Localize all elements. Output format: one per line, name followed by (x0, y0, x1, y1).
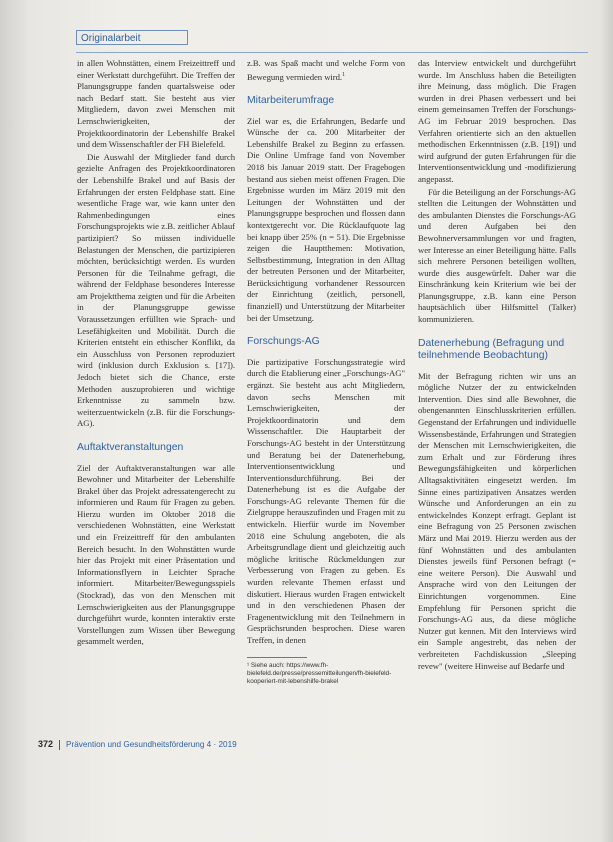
paragraph: Die partizipative Forschungsstrategie wird durch die Etablierung einer „Forschungs-AG" ergänzt. Sie besteht aus acht Mitgliedern, davon sechs Menschen mit Lernschwierigkeiten, der Projektkoordinatorin und dem Wissenschaftler. Die Hauptarbeit der Forschungs-AG besteht in der Unterstützung und Beratung bei der Datenerhebung, Interventionsentwicklung und Interventionsdurchführung. Bei der Datenerhebung ist es die Aufgabe der Forschungs-AG relevante Themen für die Zielgruppe herauszufinden und Fragen mit zu entwickeln. Hierfür wurde im November 2018 eine Schulung angeboten, die als Arbeitsgrundlage dient und gleichzeitig auch mögliche kritische Rückmeldungen zur Verbesserung von Fragen zu geben. Es wurden relevante Themen erfasst und diskutiert. Hieraus wurden Fragen entwickelt und in den verschiedenen Phasen der Fragenentwicklung mit den Teilnehmern in Gesprächsrunden besprochen. Diese waren Treffen, in denen (247, 356, 405, 646)
paragraph-continued (247, 58, 405, 83)
column-right (418, 58, 576, 673)
footer-divider (59, 740, 60, 750)
paragraph-text: z.B. was Spaß macht und welche Form von Bewegung vermieden wird. (247, 58, 405, 82)
paragraph: in allen Wohnstätten, einem Freizeittreff und einer Werkstatt durchgeführt. Die Treffen der Planungsgruppe fanden quartalsweise oder nach Bedarf statt. Sie besteht aus vier Mitgliedern, davon zwei Menschen mit Lernschwierigkeiten, der Projektkoordinatorin der Lebenshilfe Brakel und dem Wissenschaftler der FH Bielefeld. (77, 58, 235, 150)
section-label: Originalarbeit (76, 30, 188, 45)
footnote-reference: 1 (342, 71, 346, 78)
footnote-divider (247, 657, 307, 658)
journal-name: Prävention und Gesundheitsförderung 4 · 2019 (66, 740, 237, 749)
section-heading-auftakt: Auftaktveranstaltungen (77, 442, 184, 453)
footnote: ¹ Siehe auch: https://www.fh-bielefeld.de/presse/pressemitteilungen/fh-bielefeld-kooperiert-mit-lebenshilfe-brakel (247, 661, 392, 686)
paragraph: Mit der Befragung richten wir uns an mögliche Nutzer der zu entwickelnden Intervention. Dies sind alle Bewohner, die obengenannten Einschlusskriterien erfüllen. Gegenstand der Erfahrungen und individuelle Wissensbestände, Erfahrungen und Strategien der Menschen mit Lernschwierigkeiten, die zum Erhalt und zur Förderung ihres Bewegungsfähigkeiten und körperlichen Alltagsaktivitäten eingesetzt werden. Im Sinne eines partizipativen Ansatzes werden Wünsche und Anforderungen an ein zu entwickelndes Konzept erfragt. Geplant ist eine Befragung von 25 Personen zwischen März und Mai 2019. Hierzu werden aus der fünf Wohnstätten und des ambulanten Dienstes jeweils fünf Personen befragt (= eine weitere Person). Die Auswahl und Ansprache wird von den Leitungen der Einrichtungen vorgenommen. Eine Empfehlung für Personen spricht die Forschungs-AG aus, da diese mögliche Nutzer gut kennen. Mit den Interviews wird ein Sample angestrebt, das neben der verbreiteten Fachdiskussion „Sleeping revew" (weitere Hinweise auf Bedarfe und (418, 370, 576, 671)
section-heading-mitarbeiterumfrage: Mitarbeiterumfrage (247, 95, 335, 107)
page-footer (38, 739, 237, 751)
paragraph: Für die Beteiligung an der Forschungs-AG stellten die Leitungen der Wohnstätten und des ambulanten Dienstes die Forschungs-AG und deren Aufgaben bei den Bewohnerversammlungen vor und fragten, wer Interesse an einer Beteiligung hätte. Falls sich mehrere Personen beteiligen wollten, wurde dies ausgewürfelt. Daher war die Einschränkung kein Kriterium wie bei der Planungsgruppe, z.B. kann eine Person hauptsächlich über Hilfsmittel (Talker) kommunizieren. (418, 186, 576, 325)
header-rule (76, 52, 588, 53)
page-number: 372 (38, 739, 54, 749)
paragraph: Die Auswahl der Mitglieder fand durch gezielte Anfragen des Projektkoordinatoren der Lebenshilfe Brakel und auf Basis der Erfahrungen der ersten Feldphase statt. Eine wesentliche Frage war, wie kann unter den Rahmenbedingungen eines Forschungsprojekts wie z.B. zeitlicher Ablauf partizipiert? So müssen individuelle Belastungen der Menschen, die partizipieren möchten, berücksichtigt werden. Es wurden Personen für die Teilnahme gefragt, die während der Feldphase besonderes Interesse am Projektthema zeigten und für die Arbeiten in der Planungsgruppe gewisse Voraussetzungen erfüllten wie Sprach- und Lesefähigkeiten und Mobilität. Durch die Kriterien entsteht ein ethischer Konflikt, da ein Ausschluss von Personen reproduziert wird (inklusion durch Exklusion s. [17]). Jedoch bietet sich die Chance, erste Methoden auszuprobieren und wichtige Erkenntnisse zu sammeln bzw. weiterzuentwickeln (z.B. für die Forschungs-AG). (77, 151, 235, 429)
column-left (77, 58, 235, 649)
paragraph: Ziel war es, die Erfahrungen, Bedarfe und Wünsche der ca. 200 Mitarbeiter der Lebenshilfe Brakel zu Beginn zu erfassen. Die Online Umfrage fand von November 2018 bis Januar 2019 statt. Der Fragebogen bestand aus sieben meist offenen Fragen. Die Ergebnisse wurden im März 2019 mit den Leitungen der Wohnstätten und der Planungsgruppe besprochen und flossen dann kontextgerecht vor. Die Rücklaufquote lag bei knapp über 25% (n = 51). Die Ergebnisse zeigen die Hauptthemen: Motivation, Selbstbestimmung, Integration in den Alltag der betreuten Personen und der Mitarbeiter, Berücksichtigung vorhandener Ressourcen der Einrichtung (zeitlich, personell, finanziell) und Unterstützung der Mitarbeiter bei der Umsetzung. (247, 115, 405, 323)
paragraph: das Interview entwickelt und durchgeführt wurde. Im Anschluss haben die Beteiligten ihre Meinung, dass möglich. Die Fragen wurden in drei Phasen verbessert und bei einem gemeinsamen Treffen der Forschungs-AG im Februar 2019 besprochen. Das Verfahren orientierte sich an den aktuellen methodischen Erkenntnissen (z.B. [19]) und wird aufgrund der guten Erfahrungen für die Interventionsentwicklung und -modifizierung angepasst. (418, 58, 576, 184)
section-heading-datenerhebung: Datenerhebung (Befragung und teilnehmende Beobachtung) (418, 337, 565, 362)
section-heading-forschungs-ag: Forschungs-AG (247, 336, 320, 348)
column-middle (247, 58, 405, 686)
paragraph: Ziel der Auftaktveranstaltungen war alle Bewohner und Mitarbeiter der Lebenshilfe Brakel über das Projekt adressatengerecht zu informieren und Raum für Fragen zu geben. Hierzu wurden im Oktober 2018 die verschiedenen Wohnstätten, eine Werkstatt und ein Freizeittreff für den ambulanten Bereich besucht. In den Wohnstätten wurde hier das Projekt mit einer Präsentation und Informationsflyern in Leichter Sprache informiert. Mitarbeiter/Bewegungsspiels (Stockrad), das von den Menschen mit Lernschwierigkeiten aus der Planungsgruppe durchgeführt wurde, konnten interaktiv erste Vorstellungen zum Wissen über Bewegung gesammelt werden, (77, 462, 235, 647)
